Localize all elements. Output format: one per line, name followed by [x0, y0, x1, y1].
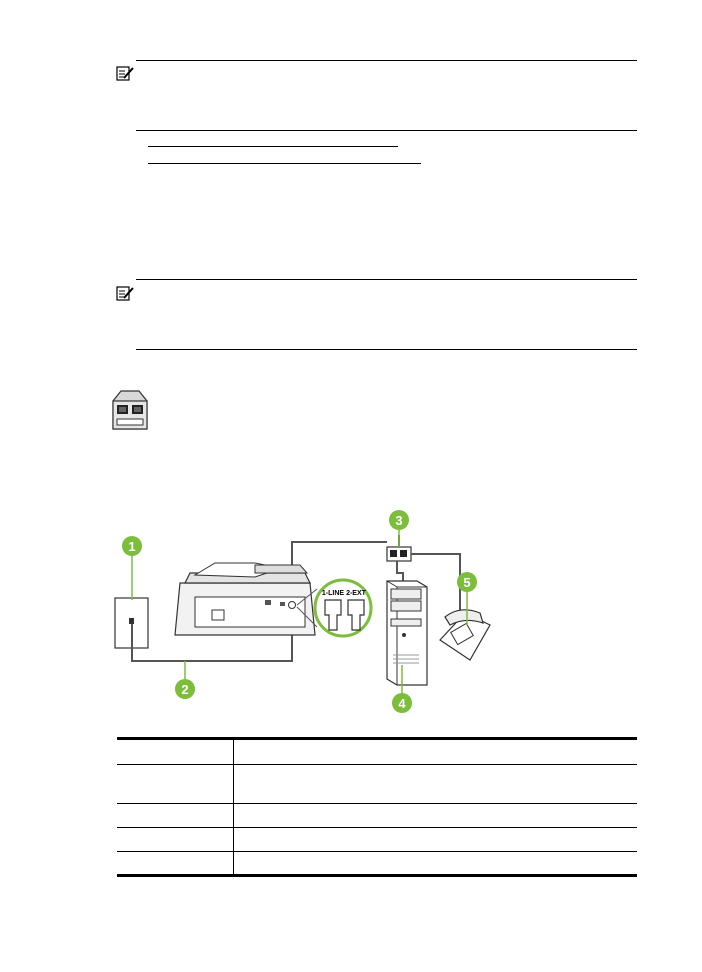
- port-label-line: 1-LINE: [321, 590, 345, 597]
- splitter: [387, 547, 411, 561]
- table-header-row: [117, 739, 637, 765]
- printer: [175, 563, 315, 635]
- link-2[interactable]: [148, 163, 421, 164]
- table-row: [117, 828, 637, 852]
- note-top-rule: [136, 279, 637, 280]
- table-row: [117, 852, 637, 876]
- table-cell: [117, 765, 234, 804]
- table-cell: [117, 804, 234, 828]
- table-cell: [234, 765, 638, 804]
- table-cell: [117, 828, 234, 852]
- callout-5-label: 5: [463, 575, 471, 590]
- note-icon: [116, 66, 134, 82]
- note-bottom-rule: [136, 349, 637, 350]
- table-row: [117, 765, 637, 804]
- note-icon: [116, 286, 134, 302]
- callout-1: [122, 536, 142, 600]
- phone-splitter-icon: [107, 389, 153, 435]
- table-cell: [234, 828, 638, 852]
- table-cell: [234, 804, 638, 828]
- table-header-cell: [234, 739, 638, 765]
- note-bottom-rule: [136, 130, 637, 131]
- connection-diagram: [105, 505, 505, 720]
- callout-2: [175, 661, 195, 699]
- callout-4-label: 4: [398, 696, 406, 711]
- port-label-ext: 2-EXT: [346, 590, 366, 597]
- table-cell: [117, 852, 234, 876]
- telephone: [440, 610, 490, 660]
- note-top-rule: [136, 60, 637, 61]
- table-row: [117, 804, 637, 828]
- callout-1-label: 1: [128, 539, 136, 554]
- computer: [387, 581, 427, 685]
- table-header-cell: [117, 739, 234, 765]
- table-cell: [234, 852, 638, 876]
- legend-table: [117, 737, 637, 877]
- callout-3-label: 3: [395, 513, 403, 528]
- callout-3: [389, 510, 409, 547]
- link-1[interactable]: [148, 146, 398, 147]
- callout-2-label: 2: [181, 682, 189, 697]
